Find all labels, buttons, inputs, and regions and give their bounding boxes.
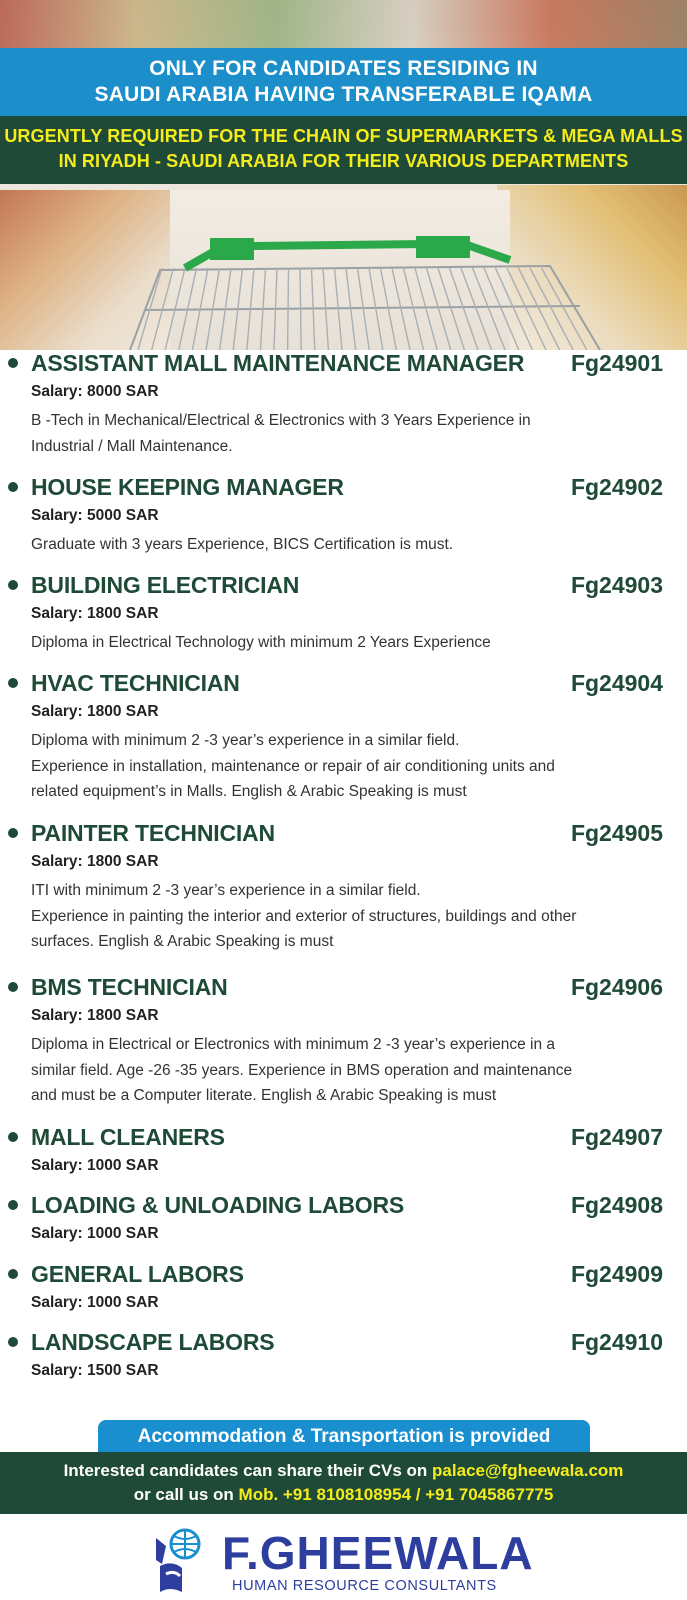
phone-prefix: or call us on (133, 1485, 239, 1504)
job-title: HVAC TECHNICIAN (31, 670, 240, 696)
job-title: LOADING & UNLOADING LABORS (31, 1192, 405, 1218)
description-line: Diploma in Electrical or Electronics with minimum 2 -3 year’s experience in a (31, 1036, 556, 1053)
description-line: Graduate with 3 years Experience, BICS Certification is must. (31, 536, 454, 553)
bullet-icon (8, 678, 18, 688)
job-code: Fg24906 (570, 974, 663, 1000)
contact-line-email (0, 1459, 687, 1483)
job-code: Fg24903 (570, 572, 663, 598)
cart-wire (530, 268, 573, 350)
accommodation-banner: Accommodation & Transportation is provided (98, 1420, 590, 1453)
contact-banner (0, 1452, 687, 1514)
banner1-line2: SAUDI ARABIA HAVING TRANSFERABLE IQAMA (94, 83, 593, 106)
job-code: Fg24907 (570, 1124, 663, 1150)
globe-logo-icon (152, 1524, 210, 1594)
residency-requirement-banner (0, 48, 687, 116)
bullet-icon (8, 1200, 18, 1210)
description-line: B -Tech in Mechanical/Electrical & Electronics with 3 Years Experience in (31, 412, 531, 429)
bullet-icon (8, 1132, 18, 1142)
job-description (31, 728, 671, 805)
job-title: GENERAL LABORS (31, 1261, 244, 1287)
bullet-icon (8, 580, 18, 590)
brand-name: F.GHEEWALA (222, 1527, 534, 1579)
phone-numbers[interactable]: Mob. +91 8108108954 / +91 7045867775 (238, 1485, 554, 1504)
job-code: Fg24901 (570, 350, 663, 376)
job-salary: Salary: 5000 SAR (31, 507, 159, 524)
cart-wire (438, 268, 464, 350)
job-description (31, 1032, 671, 1109)
urgent-requirement-banner (0, 116, 687, 184)
shopping-cart-icon (90, 232, 610, 350)
cart-wire (450, 268, 479, 350)
job-description (31, 878, 671, 955)
cart-wire (404, 268, 424, 350)
description-line: Experience in painting the interior and exterior of structures, buildings and other (31, 907, 577, 925)
description-line: Industrial / Mall Maintenance. (31, 437, 233, 455)
description-line: similar field. Age -26 -35 years. Experience in BMS operation and maintenance (31, 1061, 573, 1079)
job-title: LANDSCAPE LABORS (31, 1329, 275, 1355)
job-salary: Salary: 1000 SAR (31, 1225, 159, 1242)
job-salary: Salary: 1500 SAR (31, 1362, 159, 1379)
job-description (31, 408, 671, 459)
cart-wire (369, 268, 383, 350)
description-line: Diploma with minimum 2 -3 year’s experience in a similar field. (31, 732, 460, 749)
banner2-line1: URGENTLY REQUIRED FOR THE CHAIN OF SUPERMARKETS & MEGA MALLS (4, 126, 683, 146)
bullet-icon (8, 1337, 18, 1347)
bullet-icon (8, 482, 18, 492)
job-description (31, 532, 671, 558)
job-salary: Salary: 1800 SAR (31, 703, 159, 720)
job-code: Fg24909 (570, 1261, 663, 1287)
cart-wire (519, 268, 560, 350)
cart-wire (461, 268, 492, 350)
job-salary: Salary: 8000 SAR (31, 383, 159, 400)
job-title: BUILDING ELECTRICIAN (31, 572, 300, 598)
banner2-line2: IN RIYADH - SAUDI ARABIA FOR THEIR VARIOUS DEPARTMENTS (58, 151, 629, 171)
description-line: surfaces. English & Arabic Speaking is must (31, 933, 334, 950)
description-line: Diploma in Electrical Technology with minimum 2 Years Experience (31, 634, 491, 651)
description-line: ITI with minimum 2 -3 year’s experience in a similar field. (31, 882, 421, 899)
cart-wire (415, 268, 437, 350)
job-description (31, 630, 671, 656)
job-code: Fg24910 (570, 1329, 663, 1355)
job-salary: Salary: 1800 SAR (31, 605, 159, 622)
cart-wire (288, 268, 289, 350)
cart-wire (542, 268, 587, 350)
contact-line-phone (0, 1483, 687, 1507)
job-code: Fg24905 (570, 820, 663, 846)
description-line: Experience in installation, maintenance or repair of air conditioning units and (31, 757, 555, 775)
job-salary: Salary: 1800 SAR (31, 853, 159, 870)
bullet-icon (8, 1269, 18, 1279)
banner1-line1: ONLY FOR CANDIDATES RESIDING IN (149, 57, 538, 80)
job-salary: Salary: 1800 SAR (31, 1007, 159, 1024)
cart-wire (427, 268, 451, 350)
email-prefix: Interested candidates can share their CVs on (63, 1461, 433, 1480)
job-code: Fg24908 (570, 1192, 663, 1218)
job-code: Fg24904 (570, 670, 663, 696)
bullet-icon (8, 828, 18, 838)
job-title: HOUSE KEEPING MANAGER (31, 474, 344, 500)
email-link[interactable]: palace@fgheewala.com (432, 1461, 624, 1480)
job-title: BMS TECHNICIAN (31, 974, 228, 1000)
job-title: PAINTER TECHNICIAN (31, 820, 275, 846)
job-code: Fg24902 (570, 474, 663, 500)
description-line: and must be a Computer literate. English & Arabic Speaking is must (31, 1087, 497, 1104)
cart-wire (300, 268, 301, 350)
job-salary: Salary: 1000 SAR (31, 1294, 159, 1311)
bullet-icon (8, 358, 18, 368)
job-salary: Salary: 1000 SAR (31, 1157, 159, 1174)
store-shelves-blur (0, 0, 687, 50)
bullet-icon (8, 982, 18, 992)
footer-logo (0, 1514, 687, 1600)
description-line: related equipment’s in Malls. English & Arabic Speaking is must (31, 783, 467, 800)
brand-tagline: HUMAN RESOURCE CONSULTANTS (232, 1578, 497, 1594)
job-title: MALL CLEANERS (31, 1124, 225, 1150)
job-title: ASSISTANT MALL MAINTENANCE MANAGER (31, 350, 525, 376)
